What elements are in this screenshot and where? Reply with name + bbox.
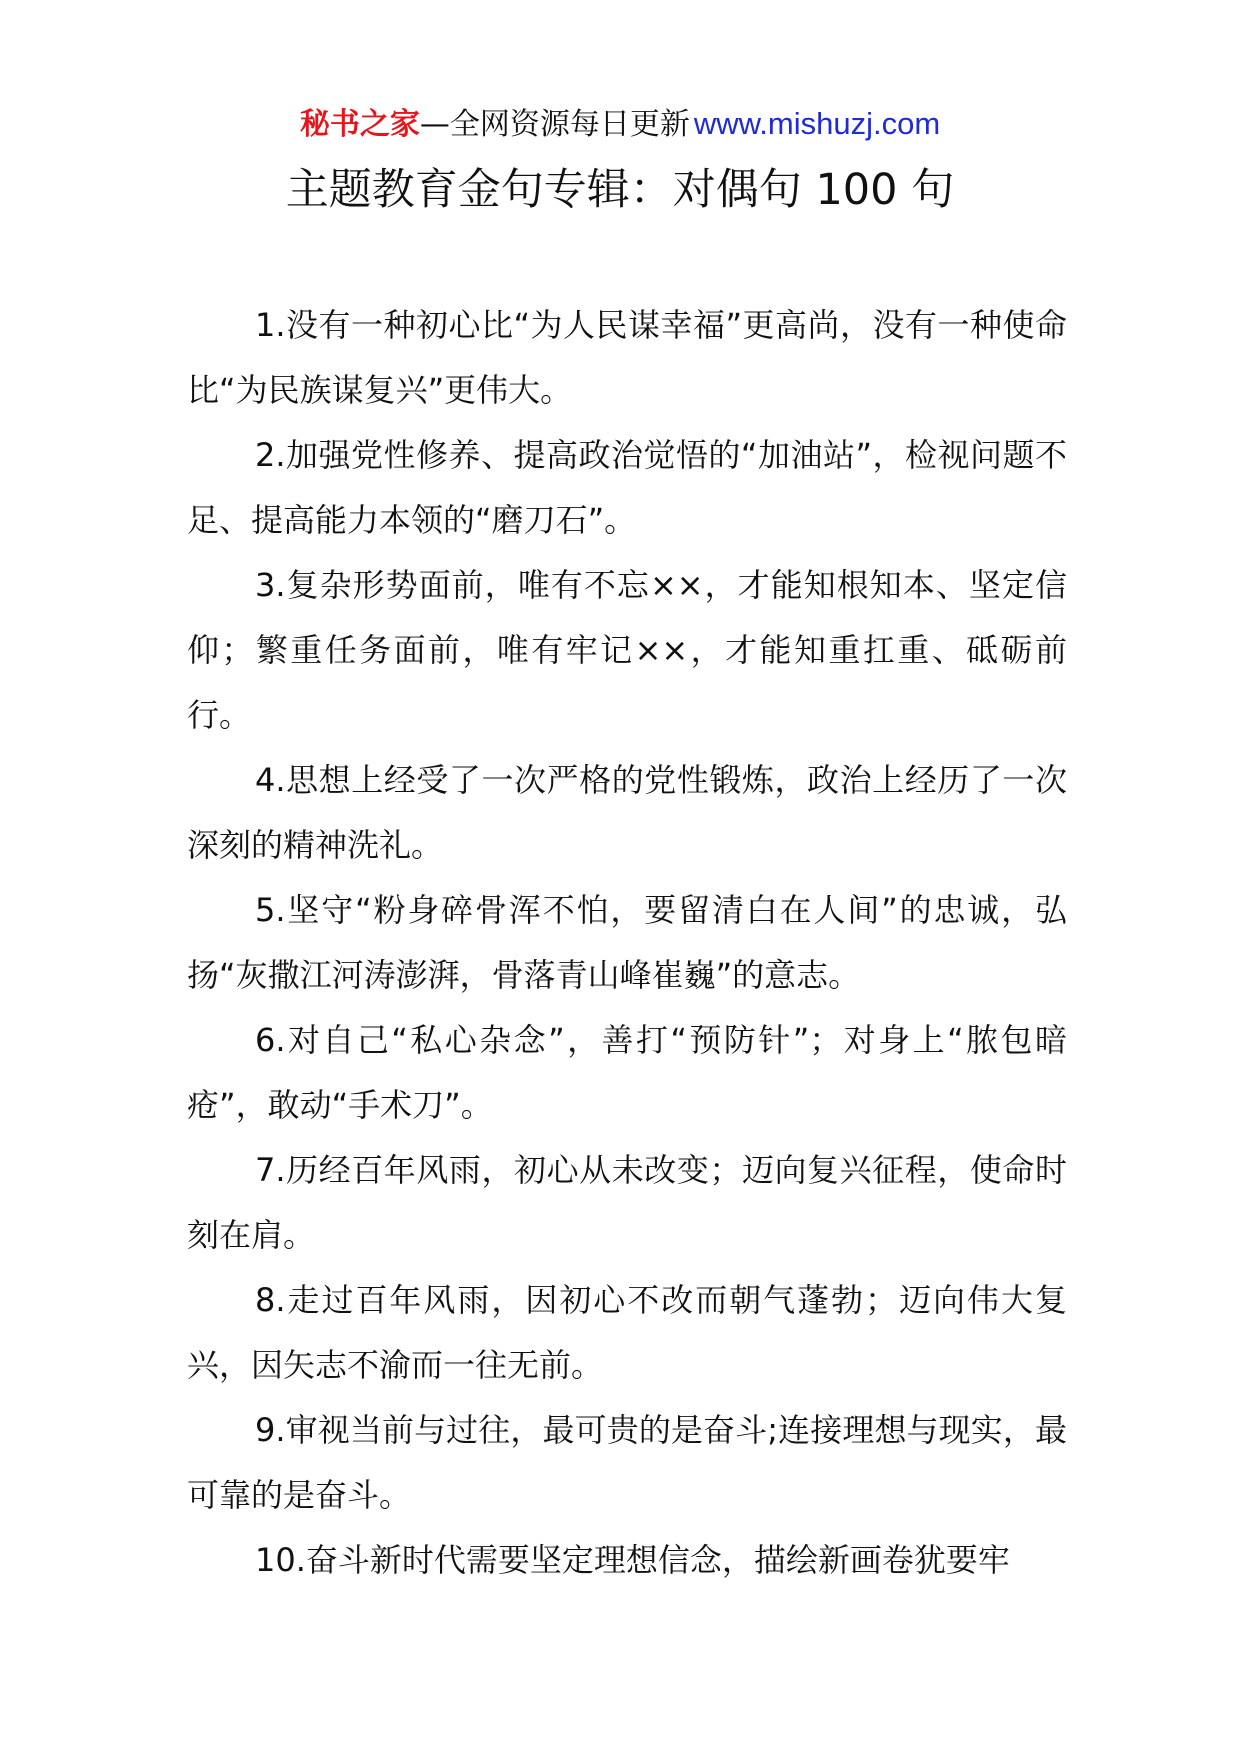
paragraph-4: 4.思想上经受了一次严格的党性锻炼，政治上经历了一次深刻的精神洗礼。 [187,761,1067,864]
brand-name: 秘书之家 [299,107,420,142]
paragraph-6: 6.对自己“私心杂念”，善打“预防针”；对身上“脓包暗疮”，敢动“手术刀”。 [187,1021,1067,1124]
paragraph-1: 1.没有一种初心比“为人民谋幸福”更高尚，没有一种使命比“为民族谋复兴”更伟大。 [187,306,1067,409]
paragraph-3: 3.复杂形势面前，唯有不忘××，才能知根知本、坚定信仰；繁重任务面前，唯有牢记××，才能知重扛重、砥砺前行。 [187,566,1067,734]
document-body [187,293,1067,1593]
paragraph-10: 10.奋斗新时代需要坚定理想信念，描绘新画卷犹要牢 [255,1541,1010,1579]
paragraph-5: 5.坚守“粉身碎骨浑不怕，要留清白在人间”的忠诚，弘扬“灰撒江河涛澎湃，骨落青山峰崔巍”的意志。 [187,891,1067,994]
document-title: 主题教育金句专辑：对偶句 100 句 [285,165,955,215]
paragraph-8: 8.走过百年风雨，因初心不改而朝气蓬勃；迈向伟大复兴，因矢志不渝而一往无前。 [187,1281,1067,1384]
paragraph-9: 9.审视当前与过往，最可贵的是奋斗;连接理想与现实，最可靠的是奋斗。 [187,1411,1067,1514]
paragraph-7: 7.历经百年风雨，初心从未改变；迈向复兴征程，使命时刻在肩。 [187,1151,1067,1254]
site-header [0,104,1240,145]
site-url-link[interactable]: www.mishuzj.com [693,106,941,141]
paragraph-2: 2.加强党性修养、提高政治觉悟的“加油站”，检视问题不足、提高能力本领的“磨刀石”。 [187,436,1067,539]
site-tagline: —全网资源每日更新 [419,107,690,142]
